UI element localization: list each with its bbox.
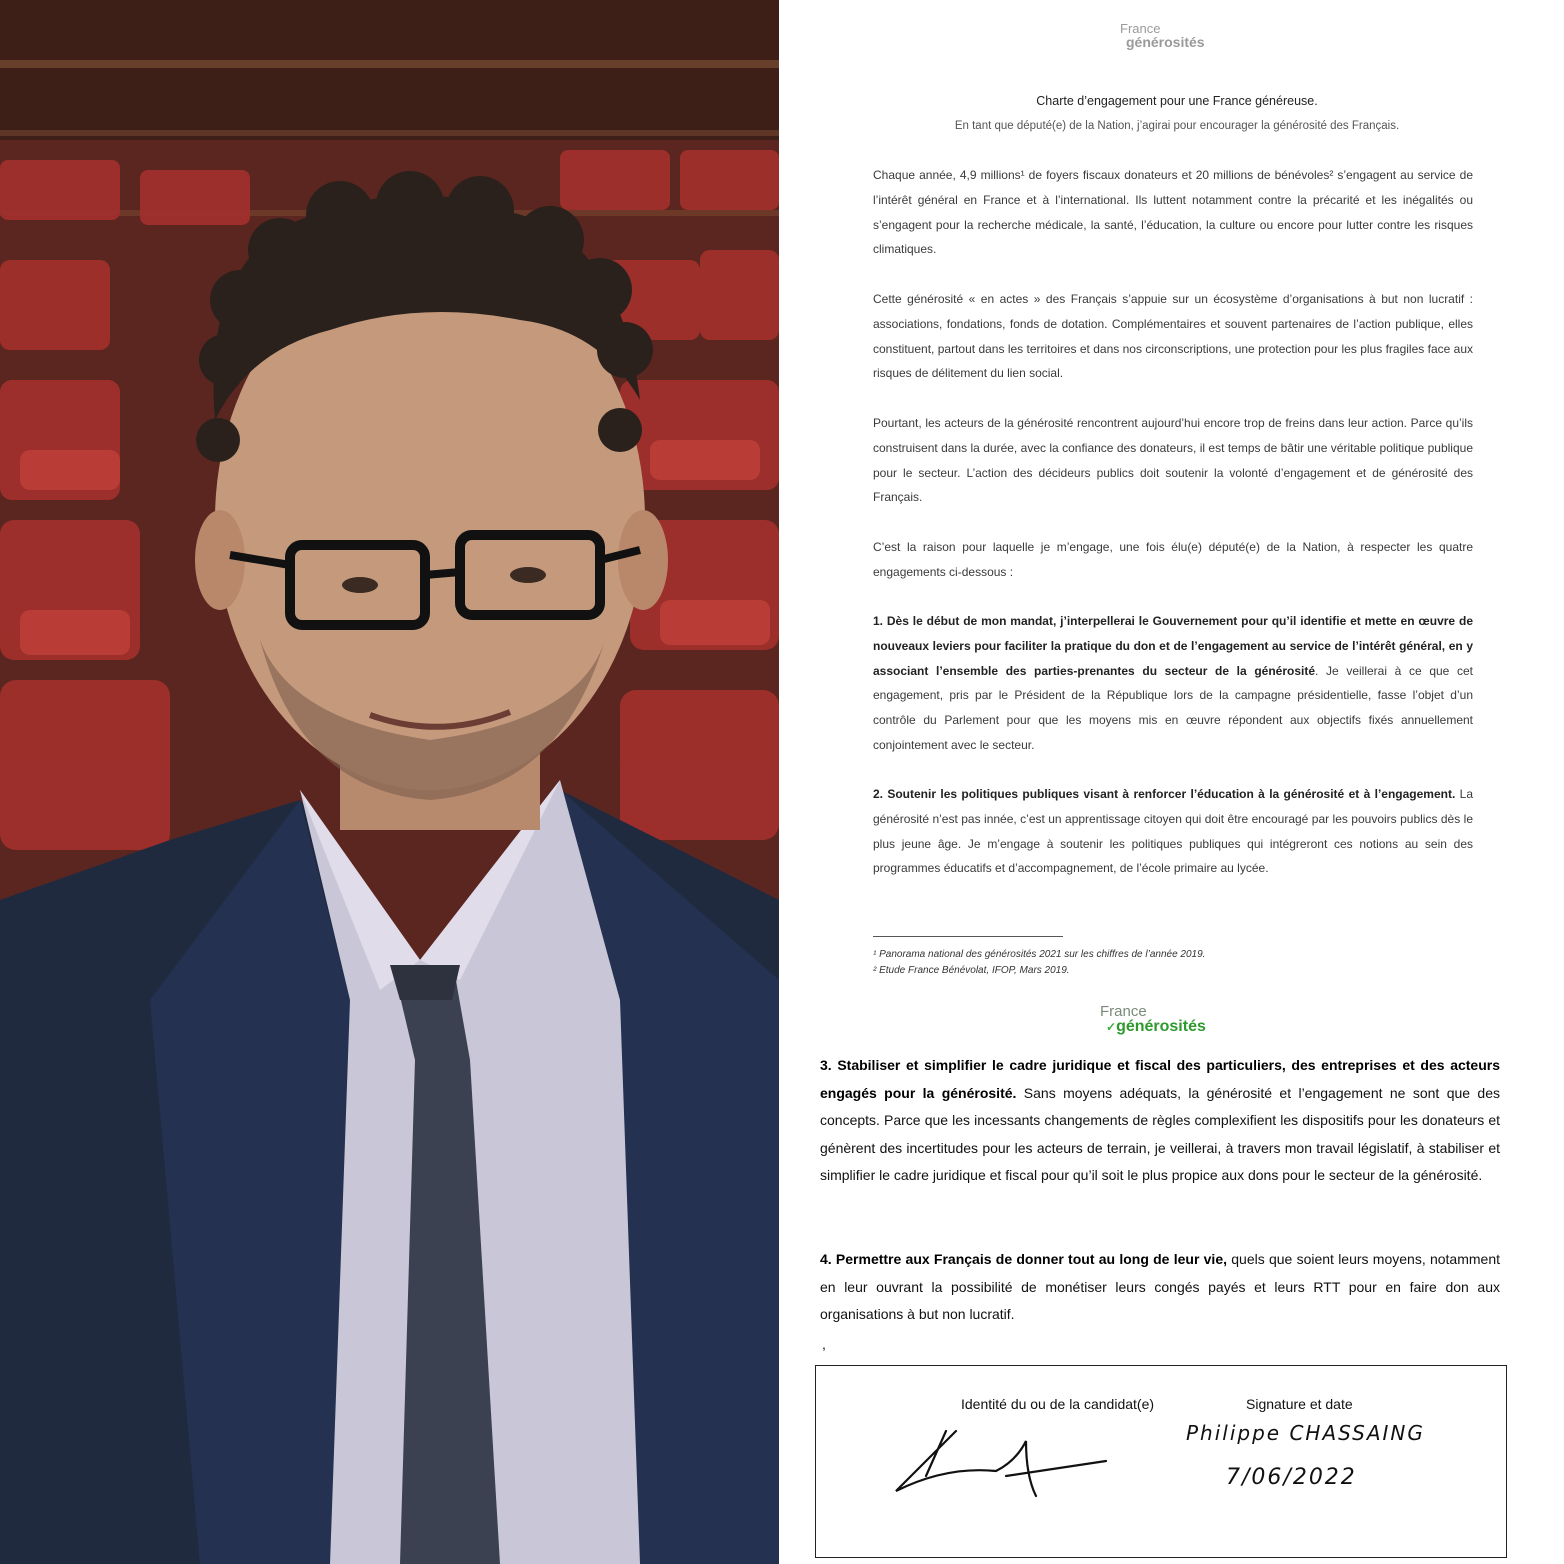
logo-line2-text: générosités (1116, 1018, 1206, 1035)
commitment-2-heading: 2. Soutenir les politiques publiques visant à renforcer l’éducation à la générosité et à l’engagement. (873, 787, 1456, 801)
charter-page-2 (780, 1000, 1564, 1564)
commitment-2 (873, 782, 1473, 881)
footnote-2: ² Etude France Bénévolat, IFOP, Mars 2019. (873, 965, 1070, 976)
france-generosites-logo-green (1100, 1004, 1206, 1035)
charter-subtitle: En tant que député(e) de la Nation, j’agirai pour encourager la générosité des Français. (954, 120, 1400, 132)
france-generosites-logo (1120, 22, 1205, 49)
portrait-photo (0, 0, 779, 1564)
commitment-3-body: Sans moyens adéquats, la générosité et l’engagement ne sont que des concepts. Parce que les incessants changements de règles complexifient les dispositifs pour les donateurs et génèrent des incertitudes pour les acteurs de terrain, je veillerai, à travers mon travail législatif, à stabiliser et simplifier le cadre juridique et fiscal pour qu’il soit le plus propice aux dons pour le secteur de la générosité. (820, 1084, 1501, 1184)
commitment-2-body: La générosité n’est pas innée, c’est un apprentissage citoyen qui doit être encouragé par les pouvoirs publics dès le plus jeune âge. Je m’engage à soutenir les politiques publiques qui intégreront ces notions au sein des programmes éducatifs et d’accompagnement, de l’école primaire au lycée. (873, 787, 1473, 876)
paragraph-2: Cette générosité « en actes » des Français s’appuie sur un écosystème d’organisations à but non lucratif : associations, fondations, fonds de dotation. Complémentaires et souvent partenaires de l’action publique, elles constituent, partout dans les territoires et dans nos circonscriptions, une protection pour les plus fragiles face aux risques de délitement du lien social. (873, 292, 1473, 381)
stray-comma: , (822, 1336, 826, 1352)
commitment-3 (820, 1052, 1500, 1190)
swoosh-icon: ✓ (1106, 1020, 1117, 1034)
commitment-1 (873, 609, 1473, 758)
signature-date-label: Signature et date (1246, 1396, 1353, 1412)
charter-title: Charte d’engagement pour une France généreuse. (1036, 94, 1318, 108)
charter-page-1 (790, 0, 1564, 1000)
logo-line2 (1106, 1019, 1206, 1035)
paragraph-4: C’est la raison pour laquelle je m’engage, une fois élu(e) député(e) de la Nation, à respecter les quatre engagements ci-dessous : (873, 540, 1473, 579)
portrait-illustration (0, 0, 779, 1564)
commitment-1-body: . Je veillerai à ce que cet engagement, pris par le Président de la République lors de la campagne présidentielle, fasse l’objet d’un contrôle du Parlement pour que les moyens mis en œuvre répondent aux objectifs fixés annuellement conjointement avec le secteur. (873, 663, 1474, 752)
handwritten-signature (886, 1421, 1116, 1511)
commitment-4 (820, 1246, 1500, 1329)
paragraph-3: Pourtant, les acteurs de la générosité rencontrent aujourd’hui encore trop de freins dans leur action. Parce qu’ils construisent dans la durée, avec la confiance des donateurs, il est temps de bâtir une véritable politique publique pour le secteur. L’action des décideurs publics doit soutenir la volonté d’engagement et de générosité des Français. (873, 416, 1473, 505)
paragraph-1: Chaque année, 4,9 millions¹ de foyers fiscaux donateurs et 20 millions de bénévoles² s’engagent au service de l’intérêt général en France et à l’international. Ils luttent notamment contre la précarité et les inégalités ou s’engagent pour la recherche médicale, la santé, l’éducation, la culture ou encore pour lutter contre les risques climatiques. (873, 168, 1473, 257)
handwritten-date: 7/06/2022 (1226, 1465, 1357, 1490)
footnotes (873, 947, 1205, 979)
footnote-divider (873, 936, 1063, 937)
handwritten-name: Philippe CHASSAING (1186, 1421, 1425, 1445)
logo-line2: générosités (1126, 34, 1205, 50)
commitment-3-heading: 3. Stabiliser et simplifier le cadre juridique et fiscal des particuliers, des entreprises et des acteurs engagés pour la générosité. (820, 1057, 1500, 1101)
logo-line1: France (1100, 1003, 1147, 1020)
footnote-1: ¹ Panorama national des générosités 2021 sur les chiffres de l’année 2019. (873, 949, 1206, 960)
commitment-4-body: quels que soient leurs moyens, notamment en leur ouvrant la possibilité de monétiser leurs congés payés et leurs RTT pour en faire don aux organisations à but non lucratif. (820, 1251, 1500, 1323)
commitment-1-heading: 1. Dès le début de mon mandat, j’interpellerai le Gouvernement pour qu’il identifie et mette en œuvre de nouveaux leviers pour faciliter la pratique du don et de l’engagement au service de l’intérêt général, en y associant l’ensemble des parties-prenantes du secteur de la générosité (873, 614, 1473, 678)
signature-box (815, 1365, 1507, 1558)
logo-line1: France (1120, 21, 1161, 36)
identity-label: Identité du ou de la candidat(e) (961, 1396, 1155, 1412)
commitment-4-heading: 4. Permettre aux Français de donner tout au long de leur vie, (820, 1251, 1227, 1267)
